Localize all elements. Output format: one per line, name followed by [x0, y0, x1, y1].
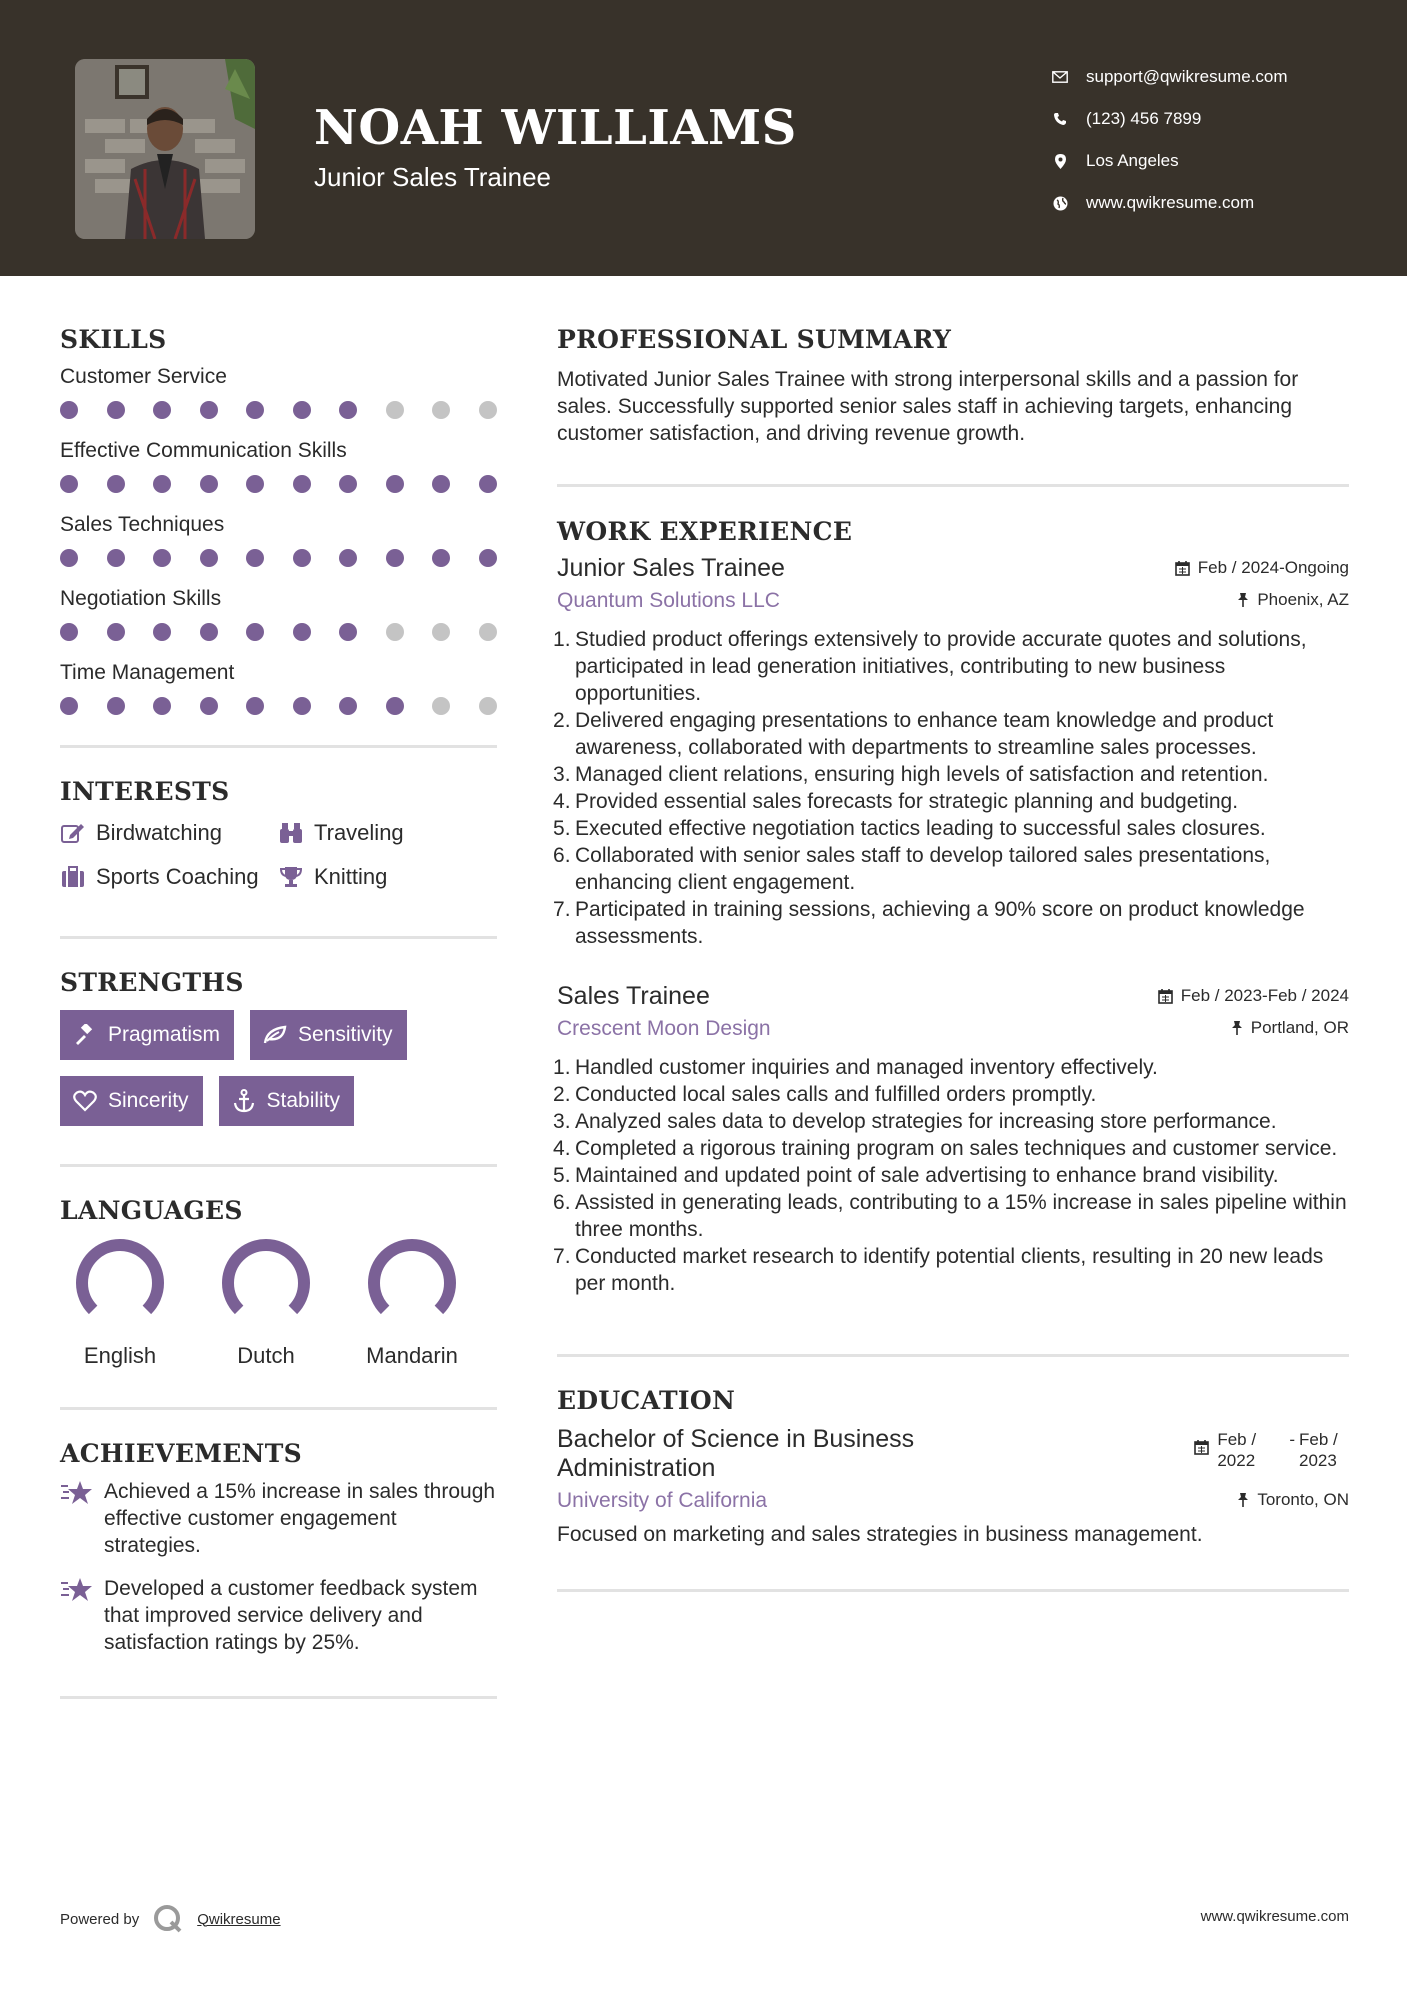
- education-entry: [557, 1425, 1349, 1548]
- job-bullet: Executed effective negotiation tactics leading to successful sales closures.: [575, 817, 1266, 840]
- skill-dot: [339, 549, 357, 567]
- skill-name: Time Management: [60, 661, 235, 684]
- candidate-role: Junior Sales Trainee: [314, 162, 552, 192]
- candidate-name: NOAH WILLIAMS: [314, 100, 797, 156]
- skill-dot: [479, 697, 497, 715]
- education-dates: Feb / 2022 - Feb / 2023: [1194, 1429, 1349, 1471]
- contact-email[interactable]: [1050, 56, 1288, 98]
- profile-photo: [75, 59, 255, 239]
- skill-dot: [153, 549, 171, 567]
- skill-dot: [153, 401, 171, 419]
- envelope-icon: [1050, 67, 1070, 87]
- skill-dot: [153, 697, 171, 715]
- edit-icon: [60, 820, 86, 846]
- skill-dot: [293, 623, 311, 641]
- skill-name: Effective Communication Skills: [60, 439, 347, 462]
- language-level-ring: [72, 1235, 168, 1331]
- skill-dot: [339, 697, 357, 715]
- skill-dot: [432, 697, 450, 715]
- achievement-item: Achieved a 15% increase in sales through effective customer engagement strategies.: [60, 1478, 497, 1559]
- skill-dot: [386, 697, 404, 715]
- strengths-list: [60, 1010, 497, 1126]
- skill-dot: [200, 697, 218, 715]
- pin-icon: [1237, 1492, 1249, 1507]
- education-end: Feb / 2023: [1299, 1430, 1338, 1470]
- star-icon: [60, 1478, 94, 1559]
- job-bullet: Studied product offerings extensively to provide accurate quotes and solutions, participated in lead generation initiatives, contributing to new business opportunities.: [575, 628, 1307, 705]
- gavel-icon: [72, 1022, 98, 1048]
- strength-tag: Stability: [219, 1076, 355, 1126]
- skill-dot: [60, 475, 78, 493]
- skill-dot: [386, 475, 404, 493]
- job-location: Phoenix, AZ: [1237, 590, 1349, 610]
- interest-item: Sports Coaching: [60, 862, 278, 892]
- job-bullet: Analyzed sales data to develop strategies for increasing store performance.: [575, 1110, 1277, 1133]
- achievement-item: Developed a customer feedback system that improved service delivery and satisfaction ratings by 25%.: [60, 1575, 497, 1656]
- education-location: Toronto, ON: [1237, 1490, 1349, 1510]
- achievements-list: [60, 1478, 497, 1656]
- skill-rating: [60, 689, 497, 735]
- website-text: www.qwikresume.com: [1086, 193, 1255, 212]
- skill-dot: [246, 549, 264, 567]
- section-divider: [557, 1589, 1349, 1592]
- briefcase-icon: [60, 864, 86, 890]
- job-bullet: Conducted market research to identify potential clients, resulting in 20 new leads per month.: [575, 1245, 1324, 1295]
- skill-dot: [432, 549, 450, 567]
- job-entry: [557, 554, 1349, 950]
- section-divider: [60, 1696, 497, 1699]
- skill-rating: [60, 541, 497, 587]
- language-name: Dutch: [237, 1343, 295, 1368]
- skills-list: [60, 365, 497, 735]
- job-bullet: Provided essential sales forecasts for strategic planning and budgeting.: [575, 790, 1239, 813]
- skill-dot: [293, 697, 311, 715]
- language-item: [208, 1235, 324, 1369]
- skill-rating: [60, 467, 497, 513]
- skill-dot: [293, 401, 311, 419]
- company-name: Quantum Solutions LLC: [557, 589, 780, 612]
- skill-dot: [107, 623, 125, 641]
- star-icon: [60, 1575, 94, 1656]
- phone-icon: [1050, 109, 1070, 129]
- job-entry: [557, 982, 1349, 1297]
- skill-dot: [293, 475, 311, 493]
- anchor-icon: [231, 1088, 257, 1114]
- experience-title: WORK EXPERIENCE: [557, 517, 853, 546]
- education-start: Feb / 2022: [1217, 1430, 1257, 1470]
- strength-tag: Sincerity: [60, 1076, 203, 1126]
- contact-list: [1050, 56, 1288, 224]
- skill-rating: [60, 393, 497, 439]
- skill-dot: [107, 549, 125, 567]
- left-column: [60, 276, 497, 1699]
- skill-dot: [339, 623, 357, 641]
- skill-dot: [246, 401, 264, 419]
- right-column: [557, 276, 1349, 1592]
- skill-dot: [246, 623, 264, 641]
- trophy-icon: [278, 864, 304, 890]
- job-bullet: Delivered engaging presentations to enhance team knowledge and product awareness, collaborated with departments to streamline sales processes.: [575, 709, 1274, 759]
- summary-title: PROFESSIONAL SUMMARY: [557, 325, 952, 354]
- skill-dot: [339, 475, 357, 493]
- skill-dot: [60, 401, 78, 419]
- language-name: Mandarin: [366, 1343, 458, 1368]
- skill-dot: [386, 401, 404, 419]
- calendar-icon: [1175, 560, 1190, 576]
- skill-rating: [60, 615, 497, 661]
- skills-title: SKILLS: [60, 325, 167, 354]
- calendar-icon: [1158, 988, 1173, 1004]
- job-bullets: [557, 626, 1349, 950]
- job-bullet: Maintained and updated point of sale advertising to enhance brand visibility.: [575, 1164, 1279, 1187]
- skill-dot: [107, 697, 125, 715]
- skill-dot: [479, 623, 497, 641]
- skill-dot: [246, 475, 264, 493]
- skill-dot: [479, 401, 497, 419]
- language-level-ring: [364, 1235, 460, 1331]
- skill-dot: [386, 623, 404, 641]
- summary-text: Motivated Junior Sales Trainee with strong interpersonal skills and a passion for sales. Successfully supported senior sales staff in achieving targets, enhancing customer satisfaction, and driving revenue growth.: [557, 368, 1299, 445]
- degree-title: Bachelor of Science in Business Administration: [557, 1425, 915, 1482]
- language-item: [62, 1235, 178, 1369]
- skill-dot: [200, 549, 218, 567]
- job-title: Sales Trainee: [557, 982, 710, 1010]
- powered-by: [60, 1904, 281, 1934]
- resume-header: [0, 0, 1407, 276]
- qwikresume-logo-icon: [153, 1904, 183, 1934]
- job-bullet: Assisted in generating leads, contributing to a 15% increase in sales pipeline within three months.: [575, 1191, 1347, 1241]
- footer-url[interactable]: www.qwikresume.com: [1200, 1908, 1349, 1925]
- achievements-title: ACHIEVEMENTS: [60, 1439, 302, 1468]
- contact-website[interactable]: [1050, 182, 1288, 224]
- binoculars-icon: [278, 820, 304, 846]
- location-text: Los Angeles: [1086, 151, 1179, 170]
- contact-phone[interactable]: [1050, 98, 1288, 140]
- job-bullet: Conducted local sales calls and fulfilled orders promptly.: [575, 1083, 1097, 1106]
- languages-list: [60, 1235, 497, 1369]
- job-bullet: Handled customer inquiries and managed inventory effectively.: [575, 1056, 1158, 1079]
- job-dates: Feb / 2023-Feb / 2024: [1158, 986, 1349, 1006]
- languages-title: LANGUAGES: [60, 1196, 243, 1225]
- leaf-icon: [262, 1022, 288, 1048]
- skill-dot: [60, 623, 78, 641]
- interest-item: Knitting: [278, 862, 497, 892]
- company-name: Crescent Moon Design: [557, 1017, 771, 1040]
- skill-dot: [60, 549, 78, 567]
- skill-dot: [432, 401, 450, 419]
- school-name: University of California: [557, 1489, 768, 1512]
- education-title: EDUCATION: [557, 1386, 736, 1415]
- skill-dot: [479, 549, 497, 567]
- interest-item: Birdwatching: [60, 818, 278, 848]
- skill-dot: [293, 549, 311, 567]
- job-title: Junior Sales Trainee: [557, 554, 785, 582]
- strength-tag: Pragmatism: [60, 1010, 234, 1060]
- job-dates: Feb / 2024-Ongoing: [1175, 558, 1349, 578]
- interests-list: [60, 818, 497, 892]
- skill-name: Sales Techniques: [60, 513, 225, 536]
- skill-dot: [339, 401, 357, 419]
- skill-dot: [153, 475, 171, 493]
- skill-dot: [200, 475, 218, 493]
- heart-icon: [72, 1088, 98, 1114]
- skill-dot: [246, 697, 264, 715]
- skill-name: Customer Service: [60, 365, 227, 388]
- calendar-icon: [1194, 1439, 1209, 1455]
- skill-dot: [432, 475, 450, 493]
- contact-location: [1050, 140, 1288, 182]
- skill-dot: [479, 475, 497, 493]
- job-bullet: Collaborated with senior sales staff to develop tailored sales presentations, enhancing client engagement.: [575, 844, 1271, 894]
- language-level-ring: [218, 1235, 314, 1331]
- globe-icon: [1050, 193, 1070, 213]
- skill-name: Negotiation Skills: [60, 587, 222, 610]
- phone-text: (123) 456 7899: [1086, 109, 1202, 128]
- skill-dot: [153, 623, 171, 641]
- strengths-title: STRENGTHS: [60, 968, 244, 997]
- job-bullet: Managed client relations, ensuring high levels of satisfaction and retention.: [575, 763, 1269, 786]
- job-bullets: [557, 1054, 1349, 1297]
- strength-tag: Sensitivity: [250, 1010, 407, 1060]
- skill-dot: [60, 697, 78, 715]
- footer: [60, 1896, 1349, 1936]
- education-description: Focused on marketing and sales strategies in business management.: [557, 1523, 1203, 1546]
- job-location: Portland, OR: [1231, 1018, 1349, 1038]
- powered-by-label: Powered by: [60, 1910, 140, 1928]
- language-name: English: [83, 1343, 157, 1368]
- email-text: support@qwikresume.com: [1086, 67, 1288, 86]
- skill-dot: [200, 623, 218, 641]
- job-bullet: Participated in training sessions, achieving a 90% score on product knowledge assessments.: [575, 898, 1305, 948]
- pin-icon: [1237, 592, 1249, 607]
- interests-title: INTERESTS: [60, 777, 230, 806]
- qwikresume-link[interactable]: Qwikresume: [197, 1910, 281, 1928]
- skill-dot: [386, 549, 404, 567]
- map-pin-icon: [1050, 151, 1070, 171]
- job-bullet: Completed a rigorous training program on sales techniques and customer service.: [575, 1137, 1338, 1160]
- language-item: [354, 1235, 470, 1369]
- interest-item: Traveling: [278, 818, 497, 848]
- skill-dot: [432, 623, 450, 641]
- skill-dot: [107, 475, 125, 493]
- skill-dot: [107, 401, 125, 419]
- skill-dot: [200, 401, 218, 419]
- pin-icon: [1231, 1020, 1243, 1035]
